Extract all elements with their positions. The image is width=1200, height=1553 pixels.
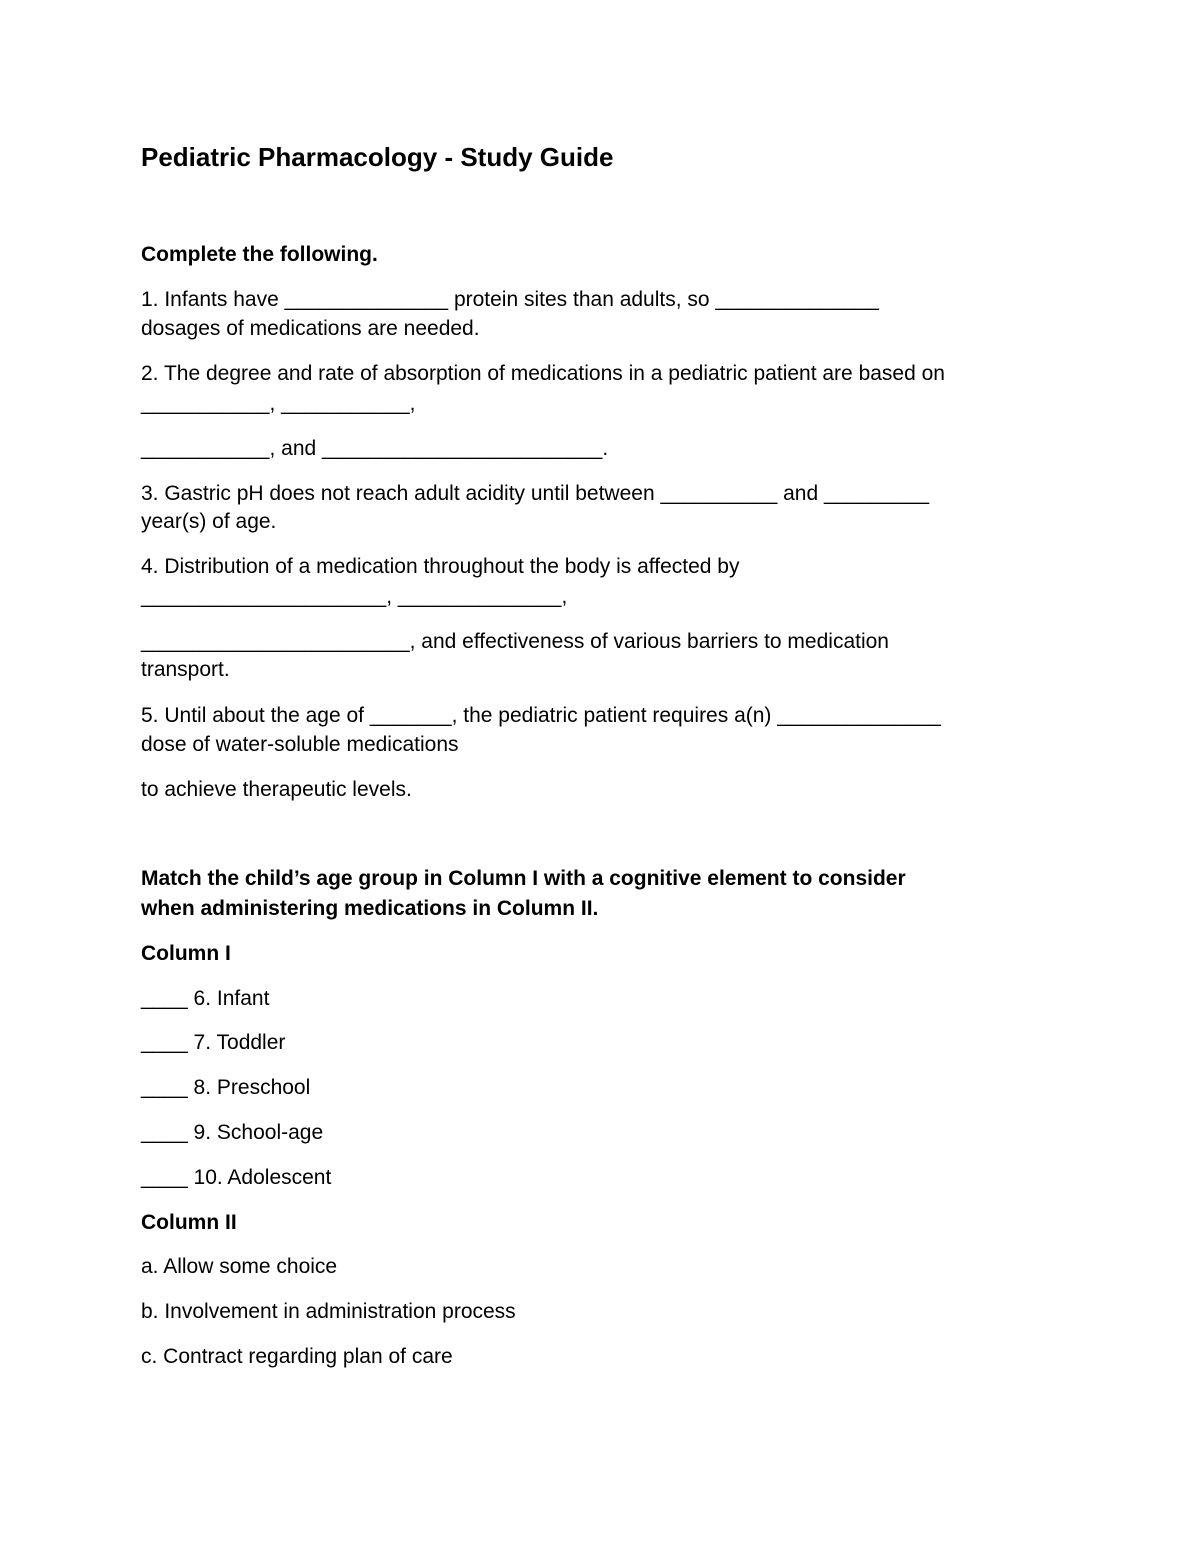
question-3-line-2: year(s) of age.: [141, 510, 277, 533]
question-4-line-1: 4. Distribution of a medication throughout the body is affected by: [141, 555, 740, 578]
column-2-item: a. Allow some choice: [141, 1255, 338, 1278]
question-1-line-1: 1. Infants have ______________ protein sites than adults, so ______________: [141, 288, 879, 311]
column-2-item: c. Contract regarding plan of care: [141, 1345, 453, 1368]
question-4-line-3: _______________________, and effectiveness of various barriers to medication: [141, 630, 889, 653]
question-4-line-2: _____________________, ______________,: [141, 585, 568, 608]
question-2-line-3: ___________, and ________________________.: [141, 437, 609, 460]
column-1-heading: Column I: [141, 942, 231, 965]
column-1-item: ____ 7. Toddler: [141, 1031, 286, 1054]
question-4-line-4: transport.: [141, 658, 230, 681]
column-1-item: ____ 10. Adolescent: [141, 1166, 332, 1189]
page-title: Pediatric Pharmacology - Study Guide: [141, 142, 614, 172]
matching-heading-line-1: Match the child’s age group in Column I with a cognitive element to consider: [141, 867, 906, 890]
column-1-item: ____ 6. Infant: [141, 987, 270, 1010]
column-1-item: ____ 9. School-age: [141, 1121, 324, 1144]
section-heading-complete: Complete the following.: [141, 243, 378, 266]
column-2-heading: Column II: [141, 1211, 237, 1234]
question-2-line-1: 2. The degree and rate of absorption of medications in a pediatric patient are based on: [141, 362, 945, 385]
question-2-line-2: ___________, ___________,: [141, 392, 416, 415]
question-3-line-1: 3. Gastric pH does not reach adult acidity until between __________ and _________: [141, 482, 930, 505]
column-2-item: b. Involvement in administration process: [141, 1300, 516, 1323]
column-1-item: ____ 8. Preschool: [141, 1076, 311, 1099]
question-1-line-2: dosages of medications are needed.: [141, 317, 480, 340]
question-5-line-1: 5. Until about the age of _______, the pediatric patient requires a(n) ______________: [141, 704, 941, 727]
question-5-line-3: to achieve therapeutic levels.: [141, 778, 412, 801]
matching-heading-line-2: when administering medications in Column II.: [141, 897, 599, 920]
question-5-line-2: dose of water-soluble medications: [141, 733, 459, 756]
